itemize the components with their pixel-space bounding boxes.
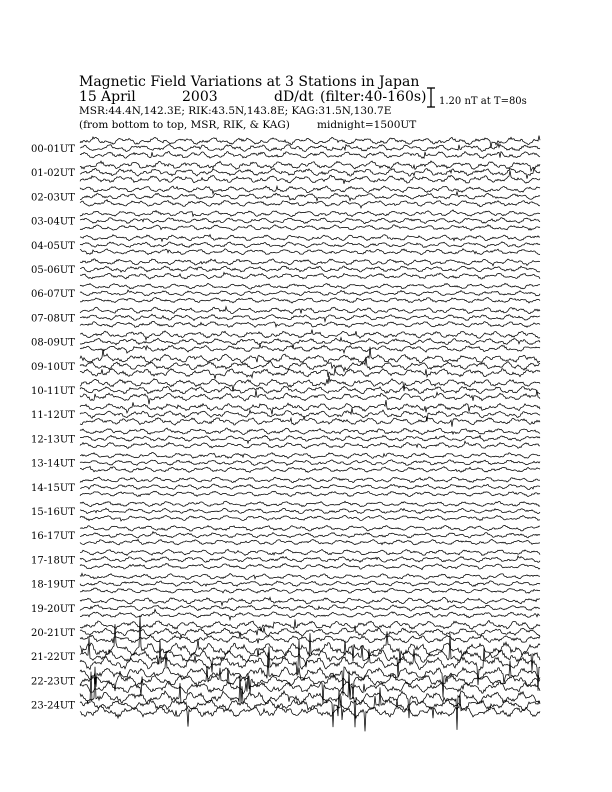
trace-kag [80,307,540,314]
trace-msr [80,640,540,691]
trace-msr [80,417,540,427]
date-month: April [101,89,136,105]
trace-msr [80,321,540,327]
trace-rik [80,581,540,587]
scale-bar [427,88,435,107]
row-label: 05-06UT [31,265,75,276]
trace-rik [80,167,540,179]
trace-order-note: (from bottom to top, MSR, RIK, & KAG) [79,119,290,131]
trace-rik [80,290,540,296]
trace-kag [80,597,540,605]
row-label: 04-05UT [31,240,75,252]
trace-msr [80,272,540,279]
midnight-note: midnight=1500UT [317,119,417,131]
row-label: 00-01UT [31,144,75,155]
trace-msr [80,515,540,521]
row-label: 09-10UT [31,361,75,373]
trace-msr [80,200,540,208]
row-label: 20-21UT [31,628,75,639]
row-label: 18-19UT [31,579,75,591]
station-coordinates: MSR:44.4N,142.3E; RIK:43.5N,143.8E; KAG:31.5N,130.7E [79,105,392,117]
trace-msr [80,225,540,231]
trace-kag [80,667,540,730]
trace-msr [80,563,540,569]
trace-msr [80,466,540,472]
trace-rik [80,605,540,611]
row-label: 07-08UT [31,313,75,325]
filter-label: (filter:40-160s) [320,89,427,105]
date-year: 2003 [182,89,218,105]
trace-rik [80,314,540,321]
trace-kag [80,161,540,171]
trace-msr [80,151,540,158]
row-label: 12-13UT [31,434,75,446]
trace-kag [80,525,540,531]
trace-msr [80,441,540,448]
trace-kag [80,619,540,631]
trace-msr [80,539,540,544]
row-label: 23-24UT [31,700,75,712]
trace-kag [80,501,540,506]
hour-rows [31,136,540,732]
trace-kag [80,186,540,194]
trace-kag [80,259,540,266]
row-label: 11-12UT [31,410,75,422]
trace-msr [80,344,540,353]
trace-rik [80,435,540,443]
row-label: 03-04UT [31,216,75,228]
row-label: 14-15UT [31,482,75,494]
trace-msr [80,609,540,620]
trace-kag [80,452,540,458]
trace-kag [80,136,540,148]
scale-label: 1.20 nT at T=80s [439,96,527,107]
trace-kag [80,477,540,483]
trace-rik [80,266,540,272]
trace-kag [80,428,540,435]
trace-rik [80,508,540,513]
row-label: 17-18UT [31,555,75,567]
row-label: 15-16UT [31,507,75,518]
row-label: 19-20UT [31,603,75,615]
trace-rik [80,242,540,248]
row-label: 08-09UT [31,337,75,349]
trace-rik [80,143,540,151]
quantity-label: dD/dt [274,89,314,105]
trace-rik [80,386,540,394]
trace-kag [80,210,540,217]
trace-msr [80,491,540,496]
trace-rik [80,218,540,224]
row-label: 10-11UT [31,386,75,397]
trace-rik [80,408,540,422]
trace-msr [80,297,540,303]
row-label: 22-23UT [31,676,75,688]
trace-rik [80,460,540,466]
trace-msr [80,668,540,703]
trace-rik [80,532,540,538]
row-label: 13-14UT [31,458,75,470]
trace-rik [80,192,540,201]
date-day: 15 [79,89,97,105]
trace-rik [80,556,540,562]
trace-kag [80,235,540,242]
row-label: 21-22UT [31,652,75,664]
row-label: 16-17UT [31,531,75,543]
trace-msr [80,588,540,593]
row-label: 02-03UT [31,192,75,204]
trace-msr [80,249,540,255]
trace-kag [80,283,540,289]
row-label: 01-02UT [31,168,75,180]
trace-kag [80,549,540,555]
trace-msr [80,390,540,404]
trace-kag [80,573,540,579]
trace-rik [80,484,540,490]
trace-kag [80,330,540,340]
figure-title: Magnetic Field Variations at 3 Stations in Japan [79,74,420,90]
row-label: 06-07UT [31,289,75,301]
